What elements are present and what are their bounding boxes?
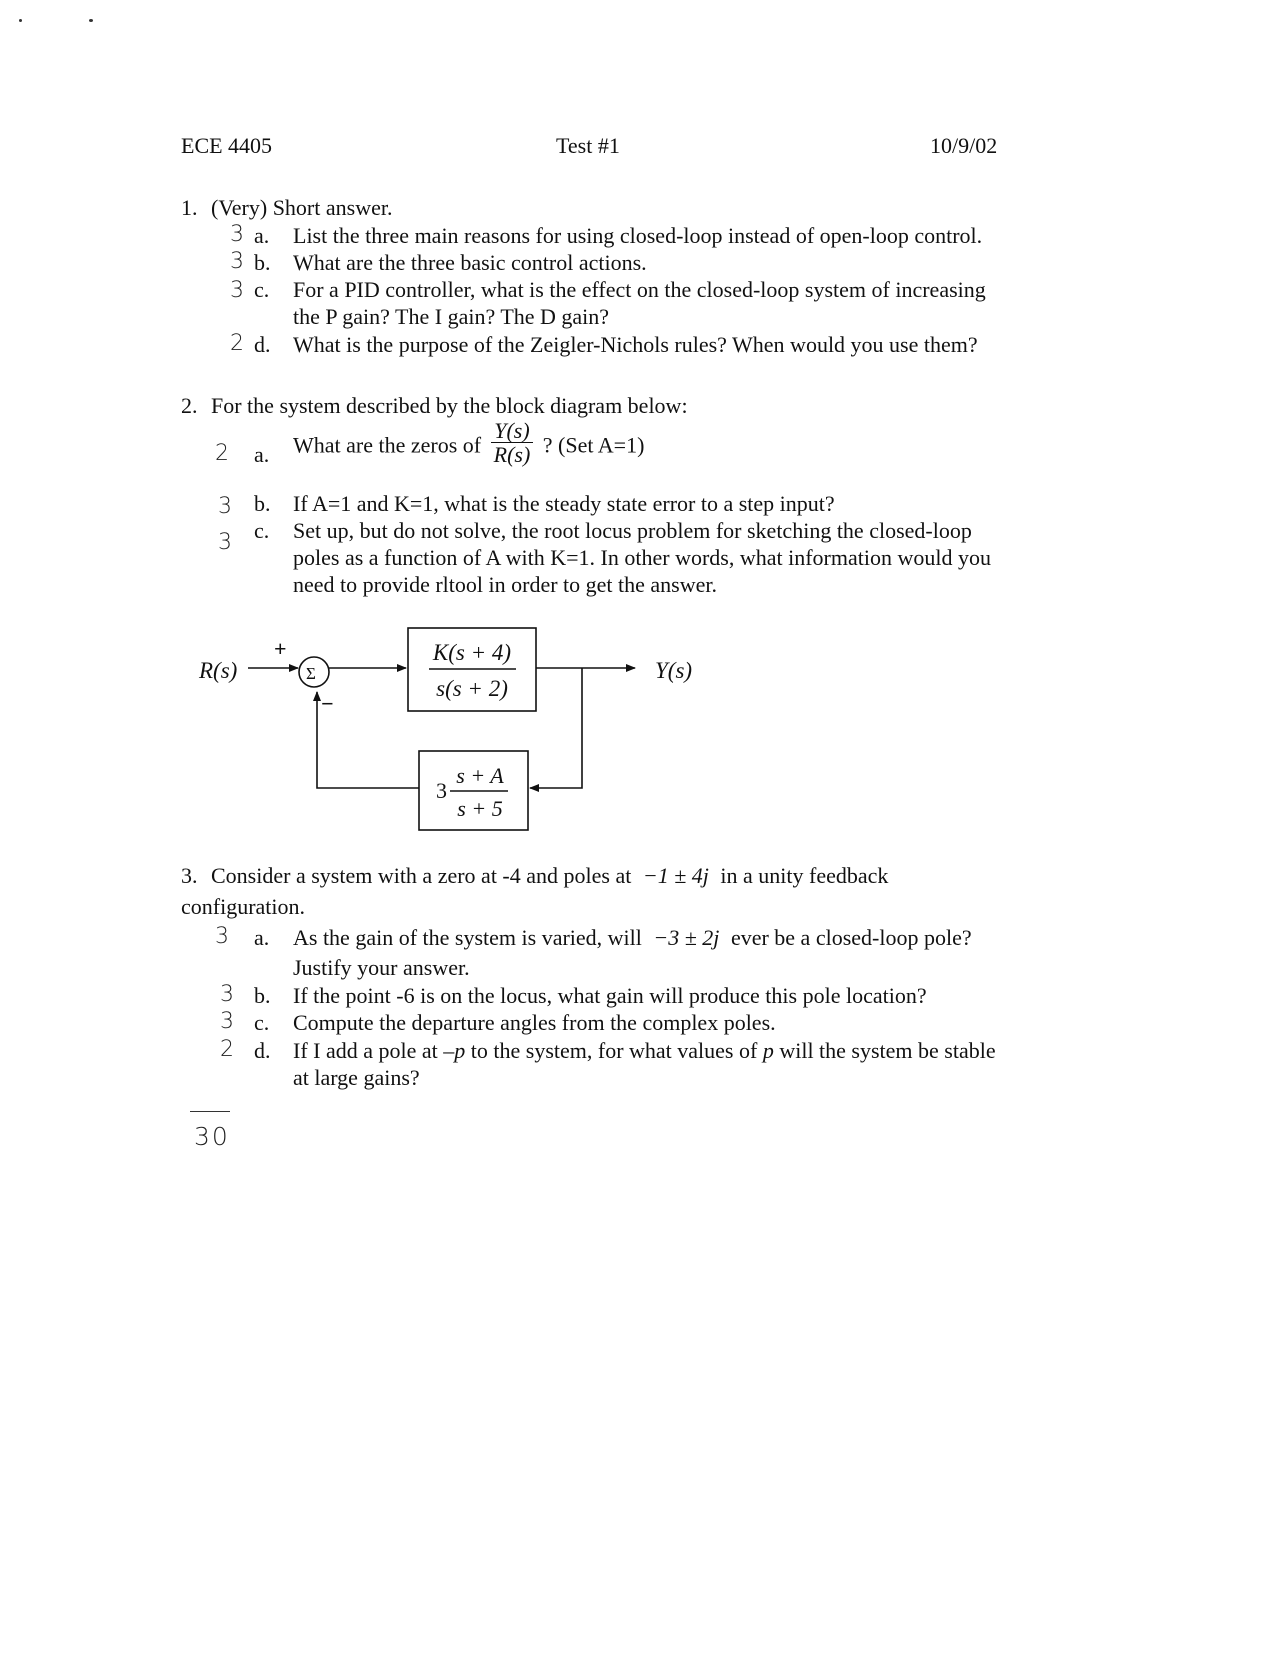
scan-speck	[89, 19, 93, 22]
q2-title: For the system described by the block diagram below:	[211, 393, 688, 418]
q1a-mark: 3	[230, 222, 244, 247]
total-rule	[190, 1111, 230, 1112]
q3a-before: As the gain of the system is varied, will	[293, 925, 642, 950]
q2c-line3: need to provide rltool in order to get the answer.	[293, 572, 717, 597]
q3a-after: ever be a closed-loop pole?	[730, 925, 972, 950]
q3d-after: will the system be stable	[779, 1038, 996, 1063]
q1d-letter: d.	[254, 332, 271, 357]
q3c-text: Compute the departure angles from the complex poles.	[293, 1010, 776, 1035]
q2c-line2: poles as a function of A with K=1. In other words, what information would you	[293, 545, 991, 570]
feedback-takeoff-line	[530, 668, 582, 788]
q3c-mark: 3	[220, 1009, 234, 1034]
q2b-letter: b.	[254, 491, 271, 516]
input-label: R(s)	[199, 658, 238, 683]
q3b-mark: 3	[220, 982, 234, 1007]
q3a-point-expression: −3 ± 2j	[653, 925, 720, 950]
feedback-gain: 3	[436, 778, 447, 803]
q2c-mark: 3	[218, 530, 232, 555]
q3a-line2: Justify your answer.	[293, 955, 470, 980]
q3d-p-variable: p	[762, 1038, 774, 1063]
q3-line1-after: in a unity feedback	[720, 863, 889, 888]
q3-line1	[211, 862, 888, 889]
q1-title: (Very) Short answer.	[211, 195, 393, 220]
q3-line1-before: Consider a system with a zero at -4 and poles at	[211, 863, 632, 888]
q2a-text-after: ? (Set A=1)	[542, 432, 645, 458]
q2a-letter: a.	[254, 442, 270, 467]
q1b-letter: b.	[254, 250, 271, 275]
forward-numerator: K(s + 4)	[432, 640, 512, 665]
q1-number: 1.	[181, 195, 198, 220]
q1d-text: What is the purpose of the Zeigler-Nichols rules? When would you use them?	[293, 332, 978, 357]
q1c-letter: c.	[254, 277, 270, 302]
q3d-mark: 2	[220, 1037, 234, 1062]
q3d-line2: at large gains?	[293, 1065, 420, 1090]
q1c-text: For a PID controller, what is the effect on the closed-loop system of increasing	[293, 277, 986, 302]
scan-speck	[19, 19, 22, 22]
q2a-mark: 2	[215, 441, 229, 466]
q1c-text-line2: the P gain? The I gain? The D gain?	[293, 304, 610, 329]
minus-sign: −	[321, 691, 334, 716]
forward-denominator: s(s + 2)	[436, 676, 508, 701]
feedback-denominator: s + 5	[457, 796, 503, 821]
q2b-mark: 3	[218, 494, 232, 519]
q3a-mark: 3	[215, 924, 229, 949]
q3d-text	[293, 1037, 996, 1064]
q1d-mark: 2	[230, 331, 244, 356]
q3d-letter: d.	[254, 1038, 271, 1063]
test-title: Test #1	[556, 133, 620, 158]
q1a-text: List the three main reasons for using closed-loop instead of open-loop control.	[293, 223, 983, 248]
q3-line2: configuration.	[181, 894, 306, 919]
feedback-numerator: s + A	[456, 763, 504, 788]
q1b-mark: 3	[230, 249, 244, 274]
fraction-numerator: Y(s)	[491, 420, 534, 443]
q3d-pole-variable: –p	[443, 1038, 466, 1063]
q3a-letter: a.	[254, 925, 270, 950]
q3c-letter: c.	[254, 1010, 270, 1035]
q1a-letter: a.	[254, 223, 270, 248]
q2b-text: If A=1 and K=1, what is the steady state error to a step input?	[293, 491, 835, 516]
summer-symbol: Σ	[306, 664, 316, 683]
q3a-text	[293, 924, 972, 951]
q3-pole-expression: −1 ± 4j	[642, 863, 709, 888]
q3b-text: If the point -6 is on the locus, what gain will produce this pole location?	[293, 983, 927, 1008]
test-date: 10/9/02	[930, 133, 998, 158]
q3-number: 3.	[181, 863, 198, 888]
q2-number: 2.	[181, 393, 198, 418]
q3b-letter: b.	[254, 983, 271, 1008]
plus-sign: +	[274, 636, 287, 661]
q2c-line1: Set up, but do not solve, the root locus problem for sketching the closed-loop	[293, 518, 972, 543]
output-label: Y(s)	[655, 658, 693, 683]
total-score: 30	[194, 1122, 230, 1151]
fraction-denominator: R(s)	[493, 442, 531, 467]
q3d-middle: to the system, for what values of	[470, 1038, 758, 1063]
q2a-text-before: What are the zeros of	[293, 432, 482, 458]
course-code: ECE 4405	[181, 133, 273, 158]
q3d-before: If I add a pole at	[293, 1038, 438, 1063]
q1c-mark: 3	[230, 278, 244, 303]
q2c-letter: c.	[254, 518, 270, 543]
q1b-text: What are the three basic control actions.	[293, 250, 647, 275]
